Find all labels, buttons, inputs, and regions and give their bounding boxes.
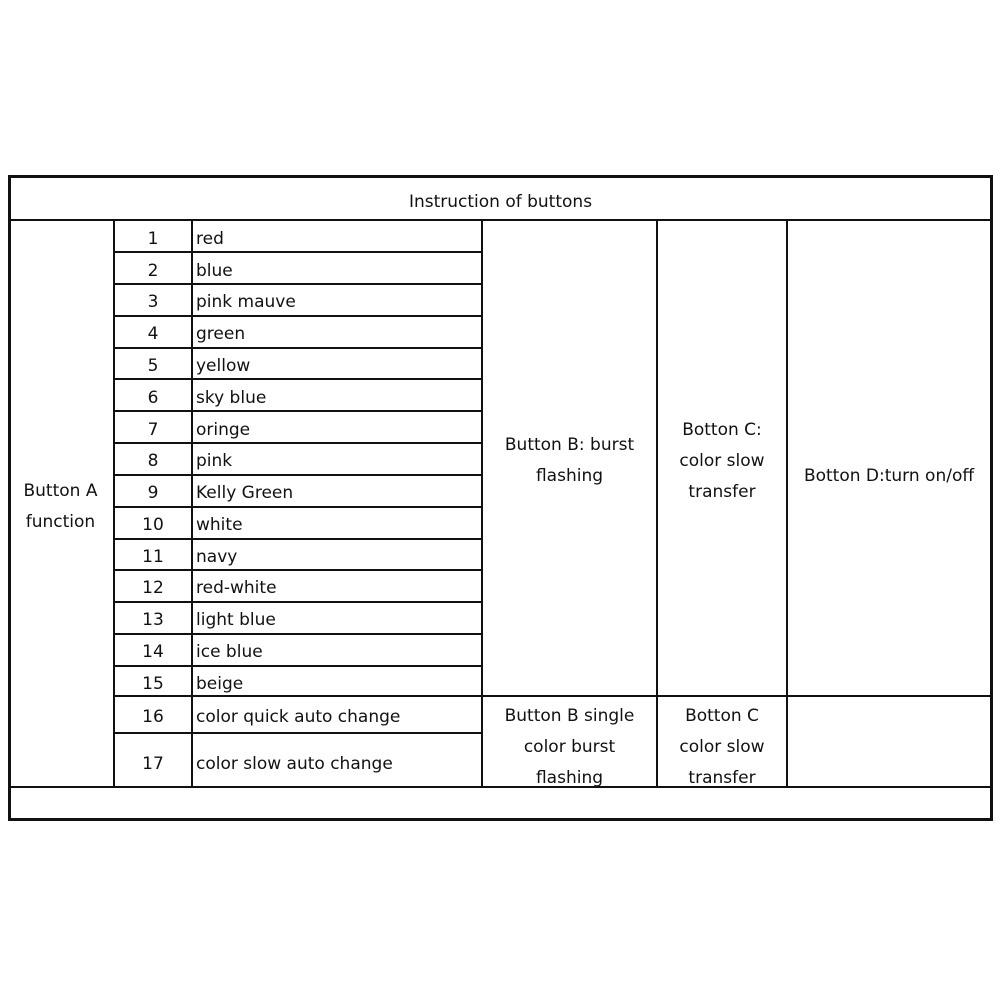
color-number: 3	[147, 292, 159, 312]
table-border-right	[990, 175, 993, 821]
button-b-line2: flashing	[535, 466, 604, 486]
color-number: 14	[142, 642, 164, 662]
color-number: 15	[142, 674, 164, 694]
color-number: 16	[142, 707, 164, 727]
color-number: 6	[147, 388, 159, 408]
lower-section-line	[113, 695, 993, 697]
color-name: pink	[196, 451, 233, 471]
color-number: 9	[147, 483, 159, 503]
color-number: 17	[142, 754, 164, 774]
color-name: navy	[196, 547, 238, 567]
button-c-line3: transfer	[688, 482, 756, 502]
color-name: red	[196, 229, 224, 249]
color-number: 4	[147, 324, 159, 344]
col-line-2	[191, 219, 193, 788]
button-c-lower-line3: transfer	[688, 768, 756, 786]
button-c-line2: color slow	[679, 451, 765, 471]
color-name: light blue	[196, 610, 276, 630]
button-b-line1: Button B: burst	[504, 435, 635, 455]
color-name: Kelly Green	[196, 483, 294, 503]
color-name: color quick auto change	[196, 707, 401, 727]
button-c-line1: Botton C:	[682, 420, 762, 440]
color-name: yellow	[196, 356, 251, 376]
table-border-bottom	[8, 818, 993, 821]
color-name: beige	[196, 674, 244, 694]
color-number: 10	[142, 515, 164, 535]
table-border-top	[8, 175, 993, 178]
color-number: 8	[147, 451, 159, 471]
color-name: oringe	[196, 420, 251, 440]
color-number: 2	[147, 261, 159, 281]
color-number: 11	[142, 547, 164, 567]
color-name: blue	[196, 261, 233, 281]
button-c-lower-line2: color slow	[679, 737, 765, 757]
button-d-label: Botton D:turn on/off	[803, 466, 975, 486]
button-b-single-line1: Button B single	[504, 706, 635, 726]
button-a-label-line2: function	[25, 512, 96, 532]
color-number: 13	[142, 610, 164, 630]
col-line-5	[786, 219, 788, 788]
color-number: 7	[147, 420, 159, 440]
color-name: white	[196, 515, 243, 535]
color-name: ice blue	[196, 642, 263, 662]
color-number: 1	[147, 229, 159, 249]
color-name: green	[196, 324, 246, 344]
table-title: Instruction of buttons	[408, 192, 593, 212]
body-bottom-line	[8, 786, 993, 788]
button-a-label-line1: Button A	[23, 481, 98, 501]
color-number: 5	[147, 356, 159, 376]
color-name: red-white	[196, 578, 277, 598]
button-c-lower-line1: Botton C	[685, 706, 759, 726]
button-b-single-line2: color burst	[523, 737, 616, 757]
color-name: color slow auto change	[196, 754, 393, 774]
color-number: 12	[142, 578, 164, 598]
color-name: pink mauve	[196, 292, 296, 312]
color-name: sky blue	[196, 388, 267, 408]
button-b-single-line3: flashing	[535, 768, 604, 786]
header-separator	[8, 219, 993, 221]
